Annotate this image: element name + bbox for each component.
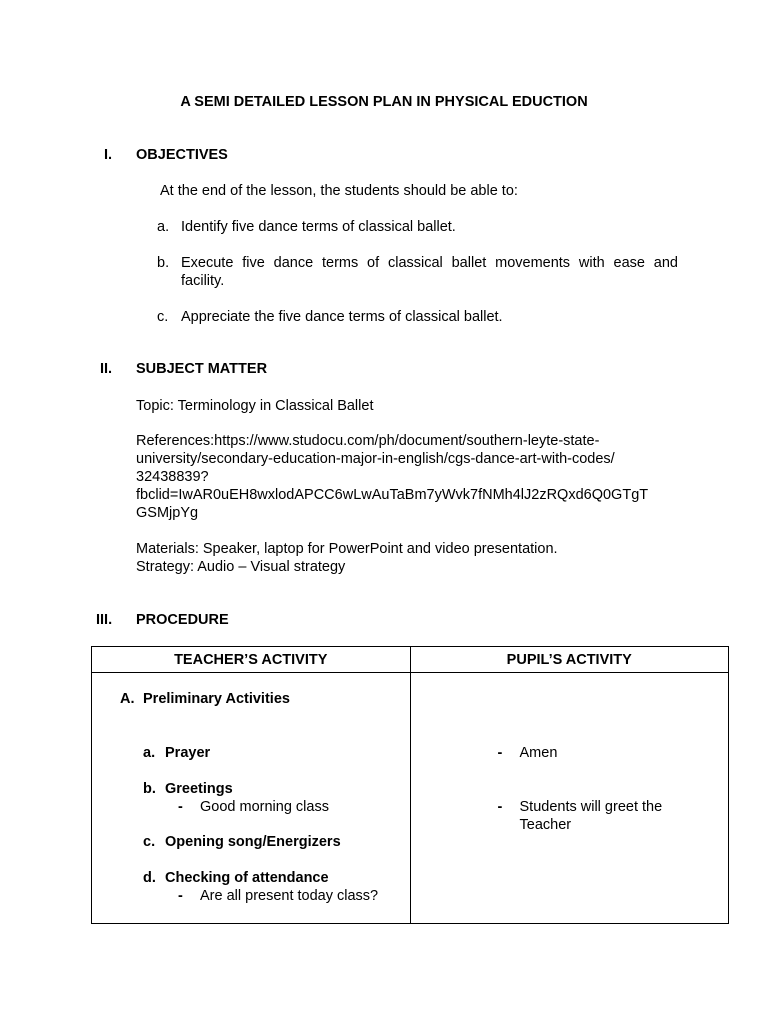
activity-letter: a. (143, 745, 156, 761)
pupil-response-greet-continued: Teacher (519, 817, 572, 833)
activity-label-opening-song: Opening song/Energizers (165, 834, 341, 850)
pupil-activity-header: PUPIL’S ACTIVITY (410, 647, 729, 673)
section-number-procedure: III. (96, 612, 113, 628)
references-line: university/secondary-education-major-in-english/cgs-dance-art-with-codes/ (136, 451, 615, 467)
pupil-activity-cell (410, 673, 729, 924)
preliminary-letter: A. (120, 691, 135, 707)
pupil-response-amen: Amen (519, 745, 558, 761)
section-number-objectives: I. (104, 147, 113, 163)
page-title: A SEMI DETAILED LESSON PLAN IN PHYSICAL EDUCTION (180, 94, 588, 110)
references-line: fbclid=IwAR0uEH8wxlodAPCC6wLwAuTaBm7yWvk7fNMh4lJ2zRQxd6Q0GTgT (136, 487, 649, 503)
objective-text-continued: facility. (181, 273, 225, 289)
references-line: GSMjpYg (136, 505, 199, 521)
activity-letter: b. (143, 781, 156, 797)
objective-letter: b. (157, 255, 170, 271)
strategy-line: Strategy: Audio – Visual strategy (136, 559, 346, 575)
activity-label-attendance: Checking of attendance (165, 870, 329, 886)
references-line: 32438839? (136, 469, 209, 485)
teacher-activity-cell (92, 673, 411, 924)
pupil-response-greet: Students will greet the (519, 799, 663, 815)
objective-text: Identify five dance terms of classical ballet. (181, 219, 456, 235)
procedure-table (91, 646, 729, 924)
materials-line: Materials: Speaker, laptop for PowerPoint and video presentation. (136, 541, 558, 557)
objective-text: Execute five dance terms of classical ballet movements with ease and (181, 255, 678, 271)
teacher-activity-header: TEACHER’S ACTIVITY (92, 647, 411, 673)
activity-label-prayer: Prayer (165, 745, 211, 761)
objective-letter: c. (157, 309, 169, 325)
objective-letter: a. (157, 219, 170, 235)
bullet-dash: - (178, 888, 183, 904)
bullet-dash: - (497, 745, 503, 761)
objective-text: Appreciate the five dance terms of classical ballet. (181, 309, 503, 325)
section-heading-objectives: OBJECTIVES (136, 147, 228, 163)
objectives-intro: At the end of the lesson, the students should be able to: (160, 183, 518, 199)
preliminary-title: Preliminary Activities (143, 691, 290, 707)
references-line: References:https://www.studocu.com/ph/document/southern-leyte-state- (136, 433, 600, 449)
greeting-text: Good morning class (200, 799, 329, 815)
topic-line: Topic: Terminology in Classical Ballet (136, 398, 374, 414)
table-header-row (92, 647, 729, 673)
activity-letter: d. (143, 870, 156, 886)
bullet-dash: - (178, 799, 183, 815)
section-heading-procedure: PROCEDURE (136, 612, 229, 628)
table-row (92, 673, 729, 924)
activity-label-greetings: Greetings (165, 781, 233, 797)
section-number-subject-matter: II. (100, 361, 113, 377)
section-heading-subject-matter: SUBJECT MATTER (136, 361, 268, 377)
attendance-question: Are all present today class? (200, 888, 379, 904)
activity-letter: c. (143, 834, 156, 850)
bullet-dash: - (497, 799, 503, 815)
